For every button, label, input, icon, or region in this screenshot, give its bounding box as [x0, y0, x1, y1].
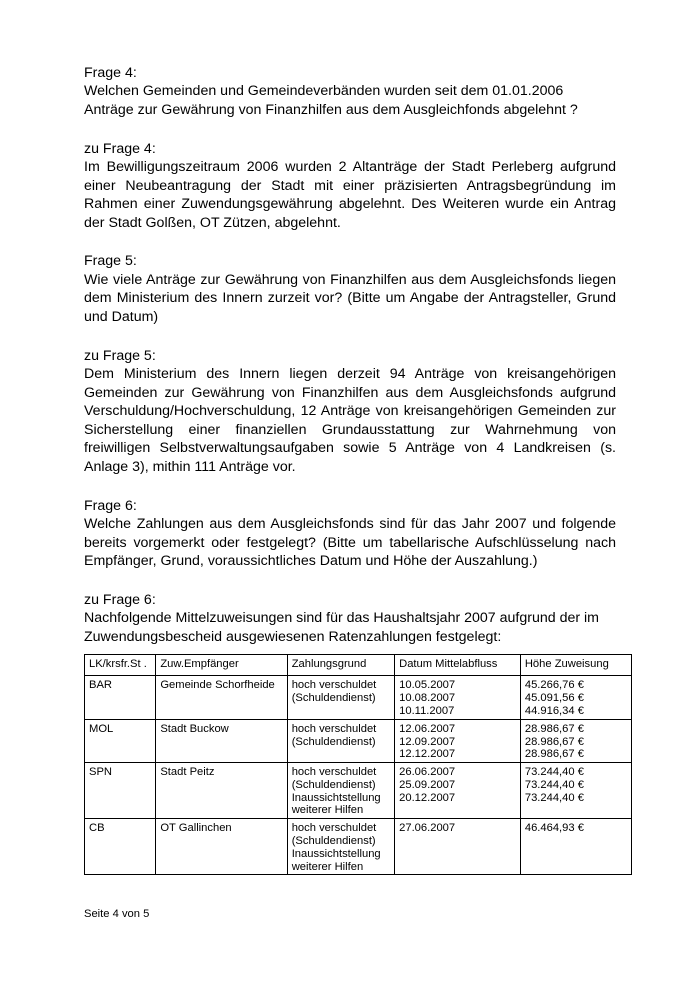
question-6-text: Welche Zahlungen aus dem Ausgleichsfonds sind für das Jahr 2007 und folgende bereits vorgemerkt oder festgelegt? (Bitte um tabellarische Aufschlüsselung nach Empfänger, Grund, voraussichtliches Datum und Höhe der Auszahlung.) [84, 515, 616, 570]
cell-lk: SPN [85, 763, 156, 819]
question-6-heading: Frage 6: [84, 497, 137, 514]
cell-lk: MOL [85, 719, 156, 762]
table-header-row [85, 655, 632, 676]
cell-lk: CB [85, 819, 156, 875]
amount-line: 73.244,40 € [524, 766, 584, 779]
cell-reason [287, 763, 394, 819]
answer-4 [84, 140, 616, 233]
reason-line: Inaussichtstellung [291, 791, 381, 804]
date-line: 12.09.2007 [399, 735, 456, 748]
amount-line: 46.464,93 € [524, 822, 584, 835]
answer-6-text: Nachfolgende Mittelzuweisungen sind für das Haushaltsjahr 2007 aufgrund der im Zuwendungsbescheid ausgewiesenen Ratenzahlungen festgelegt: [84, 610, 599, 645]
cell-amount [520, 819, 631, 875]
question-5-heading: Frage 5: [84, 253, 137, 270]
reason-line: (Schuldendienst) [291, 778, 376, 791]
table-row [85, 676, 632, 719]
question-5 [84, 252, 616, 326]
amount-line: 28.986,67 € [524, 748, 584, 761]
answer-6 [84, 591, 616, 876]
date-line: 27.06.2007 [399, 822, 456, 835]
header-recipient: Zuw.Empfänger [156, 655, 287, 676]
reason-line: weiterer Hilfen [291, 860, 364, 873]
reason-line: weiterer Hilfen [291, 804, 364, 817]
header-lk: LK/krsfr.St . [85, 655, 156, 676]
document-body [84, 64, 616, 895]
question-4-heading: Frage 4: [84, 65, 137, 81]
cell-date [395, 763, 521, 819]
table-body [85, 676, 632, 875]
reason-line: hoch verschuldet [291, 766, 377, 779]
amount-line: 28.986,67 € [524, 735, 584, 748]
amount-line: 73.244,40 € [524, 791, 584, 804]
reason-line: (Schuldendienst) [291, 735, 376, 748]
cell-reason [287, 676, 394, 719]
reason-line: hoch verschuldet [291, 722, 377, 735]
answer-5-text: Dem Ministerium des Innern liegen derzeit 94 Anträge von kreisangehörigen Gemeinden zur Gewährung von Finanzhilfen aus dem Ausgleichsfonds aufgrund Verschuldung/Hochverschuldung, 12 Anträge von kreisangehörigen Gemeinden zur Sicherstellung einer finanziellen Grundausstattung zur Wahrnehmung von freiwilligen Selbstverwaltungsaufgaben sowie 5 Anträge von 4 Landkreisen (s. Anlage 3), mithin 111 Anträge vor. [84, 365, 616, 475]
date-line: 10.08.2007 [399, 692, 456, 705]
date-line: 25.09.2007 [399, 778, 456, 791]
page-footer: Seite 4 von 5 [84, 908, 150, 920]
amount-line: 45.091,56 € [524, 692, 584, 705]
date-line: 12.06.2007 [399, 722, 456, 735]
cell-date [395, 819, 521, 875]
reason-line: Inaussichtstellung [291, 847, 381, 860]
amount-line: 44.916,34 € [524, 704, 584, 717]
cell-recipient: Stadt Peitz [156, 763, 287, 819]
allocation-table [84, 654, 632, 875]
cell-reason [287, 719, 394, 762]
answer-4-heading: zu Frage 4: [84, 140, 156, 157]
cell-amount [520, 763, 631, 819]
cell-recipient: Stadt Buckow [156, 719, 287, 762]
cell-date [395, 676, 521, 719]
amount-line: 73.244,40 € [524, 778, 584, 791]
header-date: Datum Mittelabfluss [395, 655, 521, 676]
reason-line: (Schuldendienst) [291, 835, 376, 848]
cell-recipient: OT Gallinchen [156, 819, 287, 875]
cell-reason [287, 819, 394, 875]
table-row [85, 763, 632, 819]
reason-line: hoch verschuldet [291, 679, 377, 692]
amount-line: 45.266,76 € [524, 679, 584, 692]
cell-amount [520, 676, 631, 719]
date-line: 10.05.2007 [399, 679, 456, 692]
date-line: 26.06.2007 [399, 766, 456, 779]
date-line: 12.12.2007 [399, 748, 456, 761]
answer-5 [84, 347, 616, 477]
header-amount: Höhe Zuweisung [520, 655, 631, 676]
date-line: 20.12.2007 [399, 791, 456, 804]
answer-4-text: Im Bewilligungszeitraum 2006 wurden 2 Altanträge der Stadt Perleberg aufgrund einer Neubeantragung der Stadt mit einer präzisierten Antragsbegründung im Rahmen einer Zuwendungsgewährung abgelehnt. Des Weiteren wurde ein Antrag der Stadt Golßen, OT Zützen, abgelehnt. [84, 159, 616, 231]
date-line: 10.11.2007 [399, 704, 455, 717]
cell-recipient: Gemeinde Schorfheide [156, 676, 287, 719]
question-4-text: Welchen Gemeinden und Gemeindeverbänden wurden seit dem 01.01.2006 Anträge zur Gewährung von Finanzhilfen aus dem Ausgleichfonds abgelehnt ? [84, 83, 578, 118]
cell-date [395, 719, 521, 762]
question-5-text: Wie viele Anträge zur Gewährung von Finanzhilfen aus dem Ausgleichsfonds liegen dem Ministerium des Innern zurzeit vor? (Bitte um Angabe der Antragsteller, Grund und Datum) [84, 271, 616, 325]
reason-line: (Schuldendienst) [291, 692, 376, 705]
answer-6-heading: zu Frage 6: [84, 591, 156, 608]
question-6 [84, 497, 616, 571]
cell-lk: BAR [85, 676, 156, 719]
table-row [85, 719, 632, 762]
amount-line: 28.986,67 € [524, 722, 584, 735]
reason-line: hoch verschuldet [291, 822, 377, 835]
table-row [85, 819, 632, 875]
question-4 [84, 64, 616, 120]
answer-5-heading: zu Frage 5: [84, 347, 156, 364]
header-reason: Zahlungsgrund [287, 655, 394, 676]
cell-amount [520, 719, 631, 762]
